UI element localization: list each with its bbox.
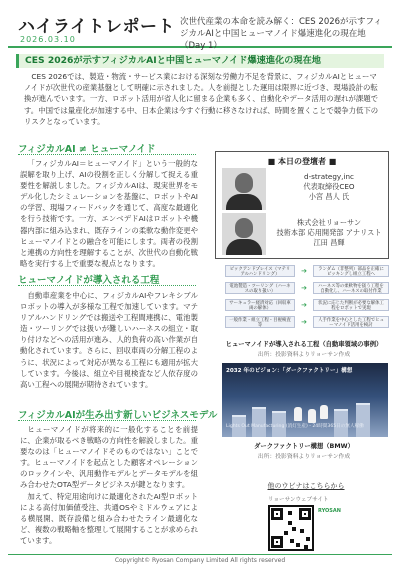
diagram-caption: ヒューマノイドが導入される工程（自動車領域の事例） <box>225 341 383 348</box>
section1-text: 「フィジカルAI＝ヒューマノイド」という一般的な誤解を取り上げ、AIの役割を正しく分解して捉える重要性を解説しました。フィジカルAIは、現実世界をモデル化したシミュレーションを基盤に、ロボットやAIの学習、現場フィードバックを通じて、高度な最適化を行う技術です。一方、エンベデドAIはロボットや機器内部に組み込まれ、既存ラインの柔軟な動作変更やヒューマノイドとの融合を可能にします。両者の役割と連携の方向性を理解することが、次世代の自動化戦略を実行する上で重要な視点となります。 <box>20 159 198 268</box>
section3-divider <box>18 420 196 421</box>
speaker2-role: 技術本部 応用開発部 アナリスト <box>276 228 382 237</box>
section3-heading: フィジカルAIが生み出す新しいビジネスモデル <box>18 410 218 421</box>
footer-copyright: Copyright© Ryosan Company Limited All rights reserved <box>8 554 392 566</box>
intro-paragraph: CES 2026では、製造・物流・サービス業における深刻な労働力不足を背景に、フィジカルAIとヒューマノイドが次世代の産業基盤として明確に示されました。人を前提とした運用は限界に近づき、現場設計の転換が進んでいます。一方、ロボット活用が省人化に留まる企業も多く、自動化やデータ活用の遅れが課題です。中国では量産化が加速する中、日本企業は今すぐ行動に移さなければ、時間を置くことで競争力低下のリスクとなっています。 <box>24 72 379 126</box>
factory-rack <box>356 403 370 437</box>
section2-heading: ヒューマノイドが導入される工程 <box>18 275 160 286</box>
diagram-process: 一般作業・組立工程・目視検査等 <box>225 316 295 328</box>
arrow-right-icon: ➔ <box>301 284 307 292</box>
speaker1-photo <box>222 168 266 210</box>
arrow-right-icon: ➔ <box>301 318 307 326</box>
speakers-box <box>215 151 389 259</box>
qr-code[interactable] <box>268 505 314 551</box>
section1-heading: フィジカルAI ≠ ヒューマノイド <box>18 144 156 155</box>
qr-caption: リョーサンウェブサイト <box>268 497 329 503</box>
speaker2-company: 株式会社リョーサン <box>296 218 362 227</box>
webinar-link[interactable]: 他のウビナはこちらから <box>267 482 345 490</box>
arrow-right-icon: ➔ <box>301 301 307 309</box>
report-header <box>8 8 392 51</box>
process-diagram <box>225 265 389 335</box>
photo-subtitle: Lights Out Manufacturing (消灯生産)・24時間365日の無人稼働 <box>226 424 364 429</box>
factory-rack <box>252 407 266 437</box>
diagram-usecase: 状況に応じた判断が必要な解体工程をロボットで実現 <box>313 299 389 311</box>
diagram-source: 出所：投影資料よりリョーサン作成 <box>257 352 351 358</box>
section3-text2: 加えて、特定用途向けに最適化されたAI型ロボットによる高付加価値受注、共通OSやミドルウェアによる横展開、既存設備と組み合わせたライン最適化など、複数の戦略軸を整理して展開することが求められています。 <box>20 492 198 546</box>
robot-figure <box>294 407 302 421</box>
section2-divider <box>18 285 196 286</box>
diagram-row <box>225 282 389 294</box>
report-title: 次世代産業の本命を読み解く：CES 2026が示すフィジカルAIと中国ヒューマノイド爆速進化の現在地（Day 1） <box>180 17 382 51</box>
arrow-right-icon: ➔ <box>301 267 307 275</box>
photo-caption: ダークファクトリー構想（BMW） <box>254 443 354 450</box>
speaker1-name: 小宮 昌人 氏 <box>308 192 350 201</box>
report-brand: ハイライトレポート <box>18 17 175 37</box>
dark-factory-image <box>222 363 388 437</box>
photo-source: 出所：投影資料よりリョーサン作成 <box>257 454 351 460</box>
photo-title: 2032 年のビジョン：「ダークファクトリー」構想 <box>226 368 353 374</box>
diagram-usecase: ランダム（非整列）部品を正確にピッキングし組立工程へ <box>313 265 389 277</box>
robot-figure <box>308 409 316 423</box>
report-date: 2026.03.10 <box>20 35 76 44</box>
speaker1-info <box>272 172 386 202</box>
ryosan-logo: RYOSAN <box>318 508 341 514</box>
diagram-row <box>225 299 389 311</box>
robot-figure <box>320 405 328 419</box>
speaker2-info <box>272 218 386 248</box>
headline-banner: CES 2026が示すフィジカルAIと中国ヒューマノイド爆速進化の現在地 <box>16 54 384 68</box>
section1-divider <box>18 154 196 155</box>
diagram-row <box>225 316 389 328</box>
diagram-process: ピックアンドプレイス（マテリアルハンドリング） <box>225 265 295 277</box>
section3-text1: ヒューマノイドが将来的に一般化することを前提に、企業が取るべき戦略の方向性を解説しました。重要なのは「ヒューマノイドそのものではない」ことです。ヒューマノイドを起点とした顧客オペレーションのロックインや、汎用動作モデルとデータモデルを組み合わせたOTA型データビジネスが鍵となります。 <box>20 425 198 490</box>
speaker2-photo <box>222 213 266 255</box>
diagram-process: 電池製造・ツーリング（ハーネスの取り扱い） <box>225 282 295 294</box>
diagram-process: サーキュラー経済対応（回収車両の解体） <box>225 299 295 311</box>
speaker1-company: d-strategy,inc <box>304 172 354 181</box>
diagram-row <box>225 265 389 277</box>
section2-text: 自動車産業を中心に、フィジカルAIやフレキシブルロボットの導入が多様な工程で加速しています。マテリアルハンドリングでは搬送や工程間連携に、電池製造・ツーリングでは扱いが難しいハーネスの組立・取り付けなどへの活用が進み、人的負荷の高い作業が自動化されています。さらに、回収車両の分解工程のように、状況によって対応が異なる工程にも適用が拡大しています。今後は、組立や目視検査など人依存度の高い工程への展開が期待されています。 <box>20 291 198 389</box>
speaker2-name: 江田 昌輝 <box>313 238 345 247</box>
diagram-usecase: 人手作業を中心とした工程でヒューマノイド活用を検討 <box>313 316 389 328</box>
diagram-usecase: ハーネス等の柔軟物を扱う工程を自動化し、ハーネスの取付作業 <box>313 282 389 294</box>
speakers-title: ■ 本日の登壇者 ■ <box>267 157 337 166</box>
speaker1-role: 代表取締役CEO <box>303 182 355 191</box>
